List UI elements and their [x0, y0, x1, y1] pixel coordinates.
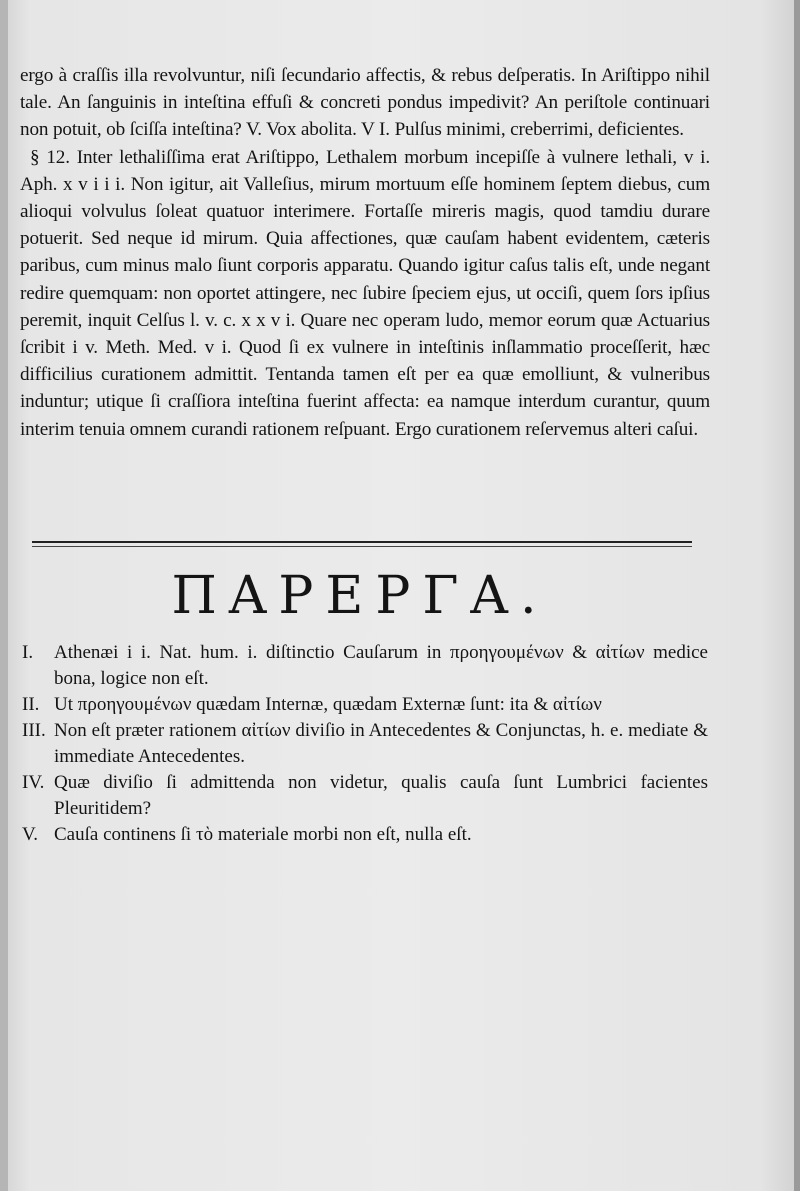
item-number: IV.	[22, 772, 45, 793]
list-item	[22, 640, 708, 692]
item-text: Non eſt præter rationem αἰτίων diviſio in Antecedentes & Conjunctas, h. e. mediate & immediate Antecedentes.	[54, 720, 708, 767]
section-divider-thin	[32, 546, 692, 547]
section-heading: ΠΑΡΕΡΓΑ.	[171, 566, 549, 626]
item-text: Ut προηγουμένων quædam Internæ, quædam Externæ ſunt: ita & αἰτίων	[54, 694, 602, 715]
item-text: Cauſa continens ſi τὸ materiale morbi non eſt, nulla eſt.	[54, 824, 472, 845]
main-text	[20, 62, 710, 443]
section-divider	[32, 541, 692, 543]
item-number: III.	[22, 720, 46, 741]
paragraph-2: § 12. Inter lethaliſſima erat Ariſtippo, Lethalem morbum incepiſſe à vulnere lethali, v i. Aph. x v i i i. Non igitur, ait Valleſius, mirum mortuum eſſe hominem ſeptem diebus, cum alioqui volvulus ſoleat quatuor interimere. Fortaſſe mireris magis, quod tamdiu durare potuerit. Sed neque id mirum. Quia affectiones, quæ cauſam habent evidentem, cæteris paribus, cum minus malo ſiunt corporis apparatu. Quando igitur caſus talis eſt, unde negant redire quemquam: non oportet attingere, nec ſubire ſpeciem ejus, ut occiſi, quem ſors ipſius peremit, inquit Celſus l. v. c. x x v i. Quare nec operam ludo, memor eorum quæ Actuarius ſcribit i v. Meth. Med. v i. Quod ſi ex vulnere in inteſtinis inſlammatio proceſſerit, hæc difficilius curationem admittit. Tentanda tamen eſt per ea quæ emolliunt, & vulneribus induntur; utique ſi craſſiora inteſtina fuerint affecta: ea namque interdum curantur, quum interim tenuia omnem curandi rationem reſpuant. Ergo curationem reſervemus alteri caſui.	[20, 146, 710, 440]
item-text: Athenæi i i. Nat. hum. i. diſtinctio Cauſarum in προηγουμένων & αἰτίων medice bona, logice non eſt.	[54, 642, 708, 689]
item-number: II.	[22, 694, 40, 715]
list-item	[22, 770, 708, 822]
parerga-list	[22, 640, 708, 848]
paragraph-1: ergo à craſſis illa revolvuntur, niſi ſecundario affectis, & rebus deſperatis. In Ariſtippo nihil tale. An ſanguinis in inteſtina effuſi & concreti pondus impedivit? An periſtole continuari non potuit, ob ſciſſa inteſtina? V. Vox abolita. V I. Pulſus minimi, creberrimi, deficientes.	[20, 65, 710, 141]
page-right-edge	[794, 0, 800, 1191]
list-item	[22, 822, 708, 848]
item-number: I.	[22, 642, 34, 663]
item-number: V.	[22, 824, 39, 845]
list-item	[22, 692, 708, 718]
item-text: Quæ diviſio ſi admittenda non videtur, qualis cauſa ſunt Lumbrici facientes Pleuritidem?	[54, 772, 708, 819]
list-item	[22, 718, 708, 770]
